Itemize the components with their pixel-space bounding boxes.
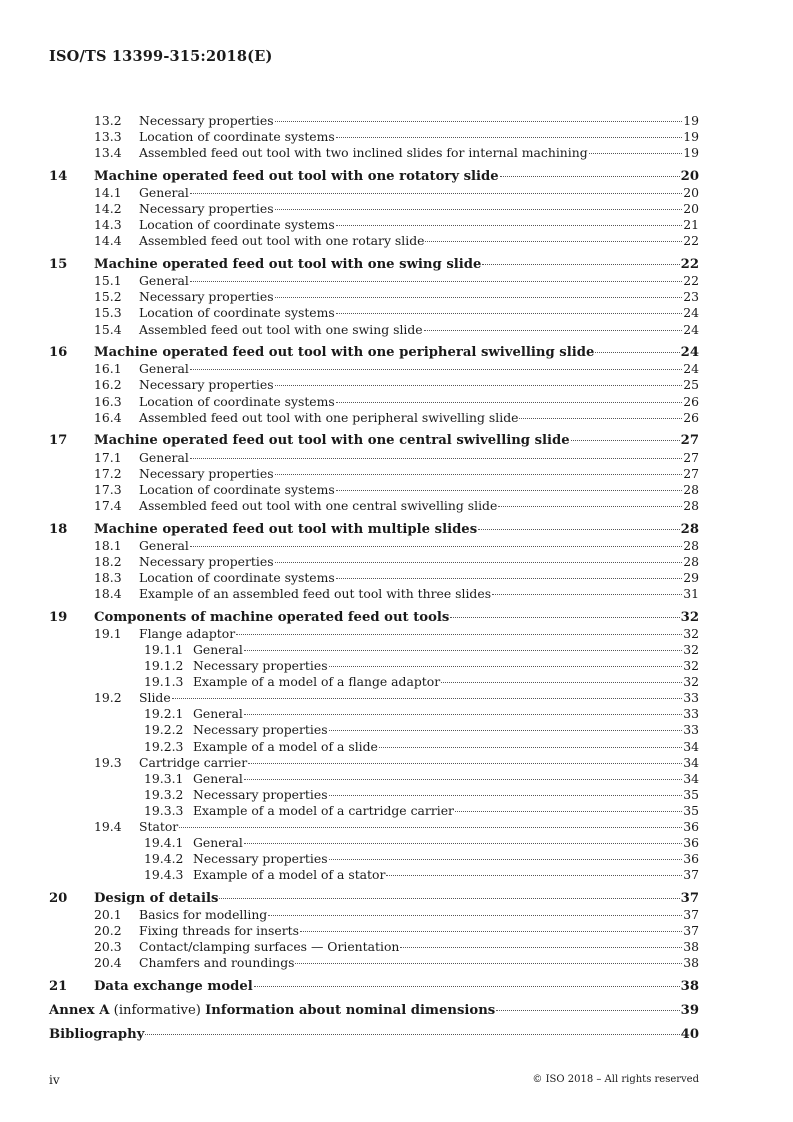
toc-entry-page: 33 [683, 690, 699, 706]
dot-leader [492, 594, 682, 595]
dot-leader [236, 634, 682, 635]
dot-leader [386, 875, 682, 876]
dot-leader [275, 209, 683, 210]
toc-entry-title: Necessary properties [193, 658, 328, 674]
toc-subclause-entry[interactable] [49, 450, 699, 466]
toc-entry-page: 37 [680, 891, 699, 907]
toc-entry-page: 28 [683, 553, 699, 569]
document-id-header: ISO/TS 13399-315:2018(E) [49, 48, 273, 65]
toc-entry-page: 32 [683, 658, 699, 674]
dot-leader [172, 698, 683, 699]
toc-entry-title: Example of a model of a cartridge carrier [193, 802, 454, 818]
toc-entry-page: 29 [683, 569, 699, 585]
toc-entry-title: Contact/clamping surfaces — Orientation [139, 939, 400, 955]
page-number: iv [49, 1073, 60, 1087]
dot-leader [500, 176, 680, 177]
toc-clause-entry[interactable] [49, 433, 699, 449]
toc-entry-title: Assembled feed out tool with one rotary slide [139, 233, 425, 249]
toc-subclause-entry[interactable] [49, 498, 699, 514]
toc-subclause-entry[interactable] [49, 674, 699, 690]
toc-entry-page: 37 [683, 867, 699, 883]
toc-entry-page: 19 [683, 113, 699, 128]
toc-entry-number: 19.1.2 [144, 658, 184, 674]
toc-entry-page: 32 [683, 625, 699, 641]
toc-entry-page: 34 [683, 738, 699, 754]
dot-leader [441, 682, 682, 683]
toc-entry-title: Necessary properties [139, 553, 274, 569]
toc-entry-title: Chamfers and roundings [139, 955, 295, 971]
dot-leader [190, 281, 682, 282]
dot-leader [571, 440, 680, 441]
toc-clause-entry[interactable] [49, 610, 699, 626]
toc-entry-title: Location of coordinate systems [139, 569, 335, 585]
dot-leader [275, 474, 683, 475]
toc-entry-page: 20 [680, 168, 699, 184]
dot-leader [425, 241, 682, 242]
dot-leader [496, 1010, 679, 1011]
toc-subclause-entry[interactable] [49, 466, 699, 482]
dot-leader [268, 915, 682, 916]
toc-entry-page: 39 [680, 1002, 699, 1018]
toc-entry-page: 35 [683, 786, 699, 802]
toc-entry-page: 36 [683, 818, 699, 834]
toc-entry-number: 14.1 [94, 185, 122, 201]
toc-entry-page: 35 [683, 802, 699, 818]
toc-subclause-entry[interactable] [49, 361, 699, 377]
toc-subclause-entry[interactable] [49, 305, 699, 321]
dot-leader [329, 795, 683, 796]
toc-subclause-entry[interactable] [49, 410, 699, 426]
dot-leader [275, 121, 683, 122]
annex-label: Annex A [49, 1002, 110, 1018]
dot-leader [190, 458, 682, 459]
toc-clause-entry[interactable] [49, 169, 699, 185]
toc-subclause-entry[interactable] [49, 907, 699, 923]
toc-entry-title: Flange adaptor [139, 625, 236, 641]
toc-entry-number: 14.2 [94, 201, 122, 217]
toc-entry-title: Machine operated feed out tool with multiple slides [94, 521, 478, 537]
toc-subclause-entry[interactable] [49, 201, 699, 217]
toc-subclause-entry[interactable] [49, 145, 699, 161]
toc-entry-page: 37 [683, 923, 699, 939]
dot-leader [329, 666, 683, 667]
toc-clause-entry[interactable] [49, 345, 699, 361]
dot-leader [275, 562, 683, 563]
toc-entry-number: 13.2 [94, 113, 122, 128]
toc-entry-page: 22 [680, 257, 699, 273]
toc-clause-entry[interactable] [49, 979, 699, 995]
toc-entry-page: 38 [683, 939, 699, 955]
toc-subclause-entry[interactable] [49, 803, 699, 819]
toc-entry-title: Necessary properties [193, 851, 328, 867]
toc-subclause-entry[interactable] [49, 185, 699, 201]
dot-leader [336, 313, 682, 314]
toc-entry-number: 18 [49, 521, 68, 537]
table-of-contents [49, 113, 699, 1043]
toc-entry-title: Bibliography [49, 1026, 145, 1042]
toc-entry-number: 19.2.2 [144, 722, 184, 738]
toc-subclause-entry[interactable] [49, 851, 699, 867]
toc-entry-title: Necessary properties [139, 289, 274, 305]
toc-entry-page: 25 [683, 377, 699, 393]
toc-entry-number: 18.3 [94, 569, 122, 585]
toc-entry-page: 20 [683, 185, 699, 201]
toc-entry-page: 27 [683, 449, 699, 465]
toc-entry-page: 38 [680, 979, 699, 995]
dot-leader [400, 947, 682, 948]
toc-entry-number: 19.3.1 [144, 770, 184, 786]
dot-leader [498, 506, 682, 507]
toc-entry-number: 20.4 [94, 955, 122, 971]
toc-subclause-entry[interactable] [49, 722, 699, 738]
toc-entry-title [49, 1003, 495, 1019]
toc-entry-title: Stator [139, 818, 179, 834]
toc-entry-number: 15.2 [94, 289, 122, 305]
toc-entry-page: 19 [683, 129, 699, 145]
toc-subclause-entry[interactable] [49, 690, 699, 706]
dot-leader [219, 898, 679, 899]
dot-leader [336, 137, 682, 138]
toc-entry-number: 19.4.1 [144, 835, 184, 851]
toc-entry-page: 34 [683, 754, 699, 770]
toc-entry-title: Example of an assembled feed out tool with three slides [139, 585, 492, 601]
toc-subclause-entry[interactable] [49, 394, 699, 410]
toc-entry-title: Location of coordinate systems [139, 481, 335, 497]
dot-leader [190, 369, 682, 370]
dot-leader [329, 730, 683, 731]
toc-clause-entry[interactable] [49, 257, 699, 273]
toc-entry-page: 26 [683, 393, 699, 409]
toc-entry-number: 19.4.3 [144, 867, 184, 883]
toc-entry-number: 19.1 [94, 625, 122, 641]
toc-entry-page: 21 [683, 217, 699, 233]
toc-subclause-entry[interactable] [49, 835, 699, 851]
toc-entry-number: 17.3 [94, 481, 122, 497]
toc-entry-number: 19.4 [94, 818, 122, 834]
toc-subclause-entry[interactable] [49, 538, 699, 554]
dot-leader [244, 650, 682, 651]
toc-entry-page: 33 [683, 722, 699, 738]
dot-leader [379, 747, 682, 748]
toc-subclause-entry[interactable] [49, 771, 699, 787]
dot-leader [478, 529, 680, 530]
toc-entry-title: Necessary properties [193, 722, 328, 738]
toc-entry-title: General [139, 185, 189, 201]
toc-entry-number: 18.4 [94, 585, 122, 601]
toc-entry-title: Components of machine operated feed out tools [94, 609, 450, 625]
toc-entry-title: Data exchange model [94, 979, 253, 995]
toc-entry-title: Fixing threads for inserts [139, 923, 299, 939]
toc-subclause-entry[interactable] [49, 955, 699, 971]
toc-entry-page: 28 [683, 481, 699, 497]
dot-leader [336, 490, 682, 491]
toc-entry-page: 28 [683, 497, 699, 513]
toc-entry-number: 16.1 [94, 361, 122, 377]
toc-entry-title: General [193, 641, 243, 657]
toc-subclause-entry[interactable] [49, 939, 699, 955]
toc-entry-number: 17.1 [94, 449, 122, 465]
toc-subclause-entry[interactable] [49, 739, 699, 755]
toc-entry-page: 32 [683, 674, 699, 690]
toc-entry-page: 36 [683, 851, 699, 867]
toc-subclause-entry[interactable] [49, 787, 699, 803]
dot-leader [275, 385, 683, 386]
copyright-notice: © ISO 2018 – All rights reserved [532, 1074, 699, 1085]
toc-entry-title: Machine operated feed out tool with one peripheral swivelling slide [94, 345, 595, 361]
toc-entry-page: 24 [680, 345, 699, 361]
toc-entry-number: 20.3 [94, 939, 122, 955]
toc-subclause-entry[interactable] [49, 322, 699, 338]
toc-entry-title: Machine operated feed out tool with one rotatory slide [94, 168, 499, 184]
toc-entry-page: 24 [683, 305, 699, 321]
dot-leader [455, 811, 682, 812]
toc-subclause-entry[interactable] [49, 755, 699, 771]
annex-title: Information about nominal dimensions [205, 1002, 496, 1018]
annex-status: (informative) [109, 1002, 206, 1018]
toc-entry-page: 38 [683, 955, 699, 971]
toc-subclause-entry[interactable] [49, 289, 699, 305]
toc-entry-title: General [193, 835, 243, 851]
dot-leader [329, 859, 683, 860]
toc-entry-page: 24 [683, 361, 699, 377]
toc-entry-number: 19.4.2 [144, 851, 184, 867]
toc-entry-number: 19.3 [94, 754, 122, 770]
toc-entry-page: 34 [683, 770, 699, 786]
toc-entry-title: Location of coordinate systems [139, 129, 335, 145]
toc-entry-number: 21 [49, 979, 68, 995]
dot-leader [424, 330, 683, 331]
toc-subclause-entry[interactable] [49, 233, 699, 249]
toc-clause-entry[interactable] [49, 1003, 699, 1019]
toc-entry-number: 18.2 [94, 553, 122, 569]
dot-leader [190, 193, 682, 194]
toc-entry-number: 19.3.2 [144, 786, 184, 802]
toc-subclause-entry[interactable] [49, 642, 699, 658]
toc-entry-title: Assembled feed out tool with one swing slide [139, 321, 423, 337]
toc-entry-title: Example of a model of a stator [193, 867, 386, 883]
toc-entry-title: General [139, 361, 189, 377]
toc-entry-number: 13.4 [94, 145, 122, 161]
dot-leader [589, 153, 683, 154]
toc-entry-title: Assembled feed out tool with one central swivelling slide [139, 497, 498, 513]
toc-entry-page: 19 [683, 145, 699, 161]
dot-leader [190, 546, 682, 547]
dot-leader [300, 931, 682, 932]
toc-entry-page: 27 [683, 465, 699, 481]
toc-subclause-entry[interactable] [49, 482, 699, 498]
dot-leader [254, 986, 680, 987]
dot-leader [275, 297, 683, 298]
toc-entry-number: 17.4 [94, 497, 122, 513]
toc-entry-number: 16 [49, 345, 68, 361]
toc-entry-number: 15.4 [94, 321, 122, 337]
dot-leader [244, 843, 682, 844]
toc-entry-number: 19.1.1 [144, 641, 184, 657]
toc-entry-title: Necessary properties [139, 201, 274, 217]
toc-subclause-entry[interactable] [49, 554, 699, 570]
toc-entry-title: Assembled feed out tool with two inclined slides for internal machining [139, 145, 588, 161]
toc-entry-title: Slide [139, 690, 171, 706]
toc-entry-number: 20.2 [94, 923, 122, 939]
dot-leader [595, 352, 679, 353]
toc-clause-entry[interactable] [49, 522, 699, 538]
toc-entry-title: Necessary properties [193, 786, 328, 802]
toc-entry-title: Machine operated feed out tool with one central swivelling slide [94, 433, 570, 449]
toc-clause-entry[interactable] [49, 1027, 699, 1043]
toc-entry-title: Basics for modelling [139, 907, 268, 923]
toc-entry-page: 20 [683, 201, 699, 217]
toc-entry-page: 22 [683, 273, 699, 289]
toc-entry-title: Example of a model of a slide [193, 738, 378, 754]
toc-entry-title: Location of coordinate systems [139, 217, 335, 233]
dot-leader [336, 578, 682, 579]
toc-entry-number: 20.1 [94, 907, 122, 923]
toc-entry-page: 37 [683, 907, 699, 923]
toc-entry-page: 32 [680, 609, 699, 625]
toc-entry-title: Machine operated feed out tool with one swing slide [94, 257, 482, 273]
toc-subclause-entry[interactable] [49, 658, 699, 674]
toc-subclause-entry[interactable] [49, 113, 699, 129]
toc-subclause-entry[interactable] [49, 129, 699, 145]
toc-entry-title: General [139, 273, 189, 289]
toc-entry-number: 19.3.3 [144, 802, 184, 818]
toc-entry-page: 33 [683, 706, 699, 722]
dot-leader [336, 402, 682, 403]
toc-entry-number: 13.3 [94, 129, 122, 145]
toc-entry-title: General [139, 449, 189, 465]
dot-leader [244, 779, 682, 780]
toc-entry-number: 19 [49, 609, 68, 625]
dot-leader [244, 714, 682, 715]
toc-subclause-entry[interactable] [49, 819, 699, 835]
toc-entry-page: 31 [683, 585, 699, 601]
toc-entry-number: 16.4 [94, 409, 122, 425]
dot-leader [145, 1034, 679, 1035]
toc-entry-number: 19.1.3 [144, 674, 184, 690]
toc-subclause-entry[interactable] [49, 586, 699, 602]
dot-leader [295, 963, 682, 964]
dot-leader [482, 264, 679, 265]
toc-entry-title: Design of details [94, 891, 219, 907]
toc-entry-number: 14.3 [94, 217, 122, 233]
toc-subclause-entry[interactable] [49, 867, 699, 883]
toc-entry-title: Necessary properties [139, 377, 274, 393]
toc-entry-number: 14.4 [94, 233, 122, 249]
toc-entry-page: 23 [683, 289, 699, 305]
toc-subclause-entry[interactable] [49, 923, 699, 939]
toc-entry-page: 36 [683, 835, 699, 851]
dot-leader [519, 418, 682, 419]
toc-entry-page: 28 [683, 537, 699, 553]
toc-entry-page: 32 [683, 641, 699, 657]
dot-leader [336, 225, 682, 226]
toc-entry-page: 27 [680, 433, 699, 449]
toc-entry-number: 19.2.3 [144, 738, 184, 754]
toc-subclause-entry[interactable] [49, 626, 699, 642]
toc-entry-number: 16.3 [94, 393, 122, 409]
toc-subclause-entry[interactable] [49, 706, 699, 722]
toc-subclause-entry[interactable] [49, 377, 699, 393]
toc-entry-number: 15 [49, 257, 68, 273]
toc-entry-number: 14 [49, 168, 68, 184]
toc-entry-number: 19.2.1 [144, 706, 184, 722]
toc-entry-title: Location of coordinate systems [139, 305, 335, 321]
toc-entry-number: 17.2 [94, 465, 122, 481]
toc-entry-number: 16.2 [94, 377, 122, 393]
toc-subclause-entry[interactable] [49, 273, 699, 289]
toc-entry-title: General [193, 706, 243, 722]
toc-entry-page: 40 [680, 1026, 699, 1042]
toc-entry-title: Necessary properties [139, 113, 274, 128]
toc-entry-page: 22 [683, 233, 699, 249]
toc-entry-number: 15.1 [94, 273, 122, 289]
toc-entry-title: Location of coordinate systems [139, 393, 335, 409]
toc-subclause-entry[interactable] [49, 570, 699, 586]
toc-entry-page: 28 [680, 521, 699, 537]
toc-entry-title: Necessary properties [139, 465, 274, 481]
toc-entry-number: 19.2 [94, 690, 122, 706]
toc-entry-page: 24 [683, 321, 699, 337]
toc-entry-page: 26 [683, 409, 699, 425]
toc-subclause-entry[interactable] [49, 217, 699, 233]
toc-entry-number: 20 [49, 891, 68, 907]
toc-entry-title: General [193, 770, 243, 786]
toc-entry-number: 17 [49, 433, 68, 449]
dot-leader [179, 827, 682, 828]
toc-entry-title: Example of a model of a flange adaptor [193, 674, 441, 690]
toc-entry-number: 18.1 [94, 537, 122, 553]
toc-entry-title: General [139, 537, 189, 553]
toc-entry-title: Cartridge carrier [139, 754, 248, 770]
toc-entry-number: 15.3 [94, 305, 122, 321]
toc-clause-entry[interactable] [49, 891, 699, 907]
toc-entry-title: Assembled feed out tool with one peripheral swivelling slide [139, 409, 519, 425]
dot-leader [248, 763, 682, 764]
dot-leader [450, 617, 679, 618]
